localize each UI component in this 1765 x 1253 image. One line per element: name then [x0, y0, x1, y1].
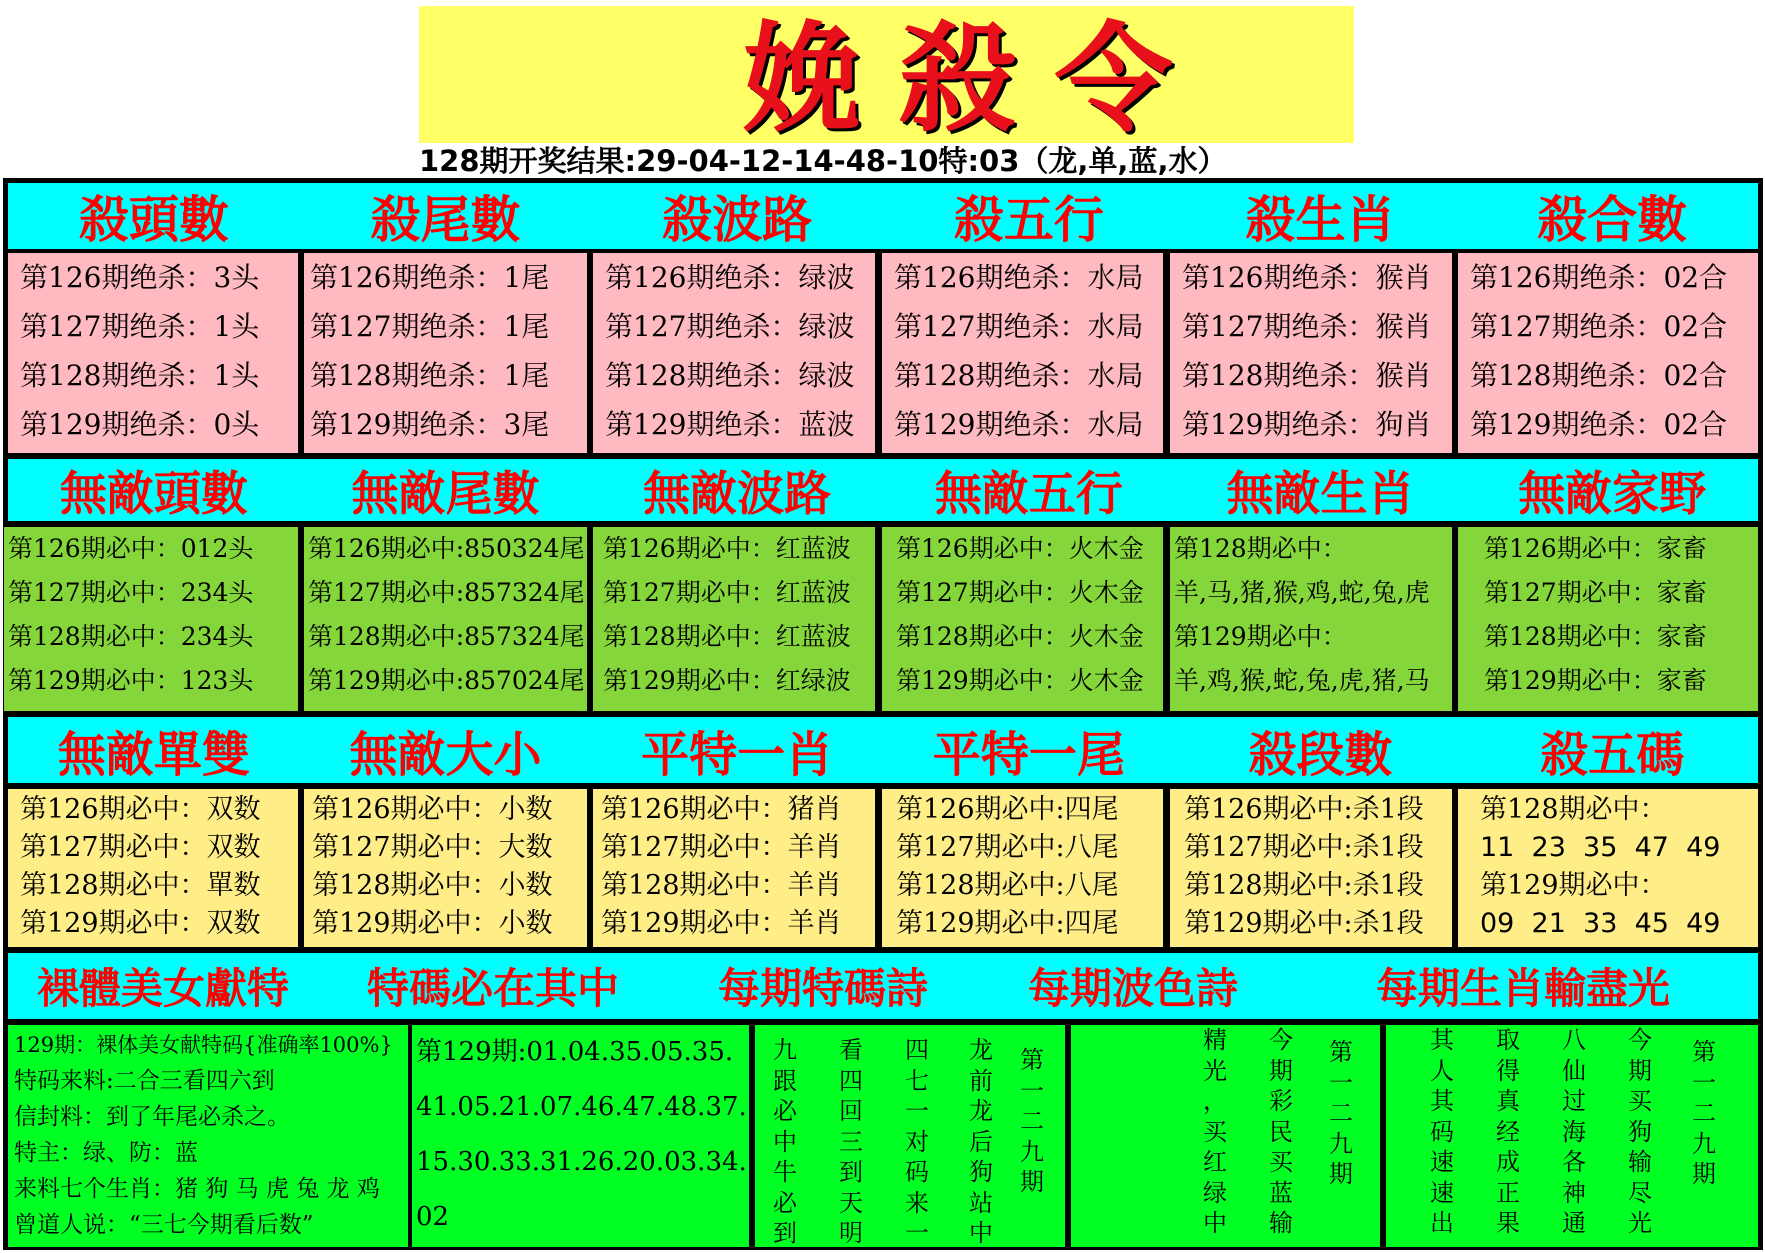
poem-char: 一 [905, 1219, 929, 1247]
poem-char: 九 [1020, 1137, 1044, 1166]
header-beauty: 裸體美女獻特 [36, 964, 289, 1013]
header-kill-element: 殺五行 [953, 191, 1104, 249]
header-sure-tail: 無敵尾數 [351, 466, 540, 522]
list-item: 第127期必中：羊肖 [601, 832, 842, 863]
poem-char: 期 [1692, 1160, 1716, 1188]
poem-char: 买 [1628, 1087, 1652, 1115]
list-item: 第127期必中：家畜 [1484, 578, 1707, 607]
poem-char: 二 [1692, 1099, 1716, 1127]
poem-char: 各 [1562, 1148, 1586, 1176]
poem-char: 天 [839, 1188, 863, 1217]
poem-char: 狗 [1628, 1117, 1652, 1146]
list-item: 第127期必中：234头 [8, 578, 254, 607]
poem-char: 通 [1562, 1209, 1586, 1237]
poem-char: 精 [1203, 1026, 1227, 1054]
poem-column [1628, 1025, 1652, 1247]
list-item: 第126期必中:850324尾 [308, 534, 585, 563]
list-item: 第128期绝杀：猴肖 [1182, 359, 1432, 392]
header-kill-five: 殺五碼 [1540, 726, 1685, 783]
poem-char: 到 [773, 1219, 797, 1247]
header-numbers: 特碼必在其中 [366, 964, 619, 1013]
sure-zodiac-cell [1170, 527, 1452, 711]
poem-char: 站 [969, 1188, 993, 1217]
list-item: 第128期必中：羊肖 [601, 870, 842, 901]
poem-column [1430, 1025, 1454, 1247]
poem-char: 一 [1692, 1068, 1716, 1097]
poem-char: 出 [1430, 1209, 1454, 1237]
list-item: 来料七个生肖：猪 狗 马 虎 兔 龙 鸡 [14, 1176, 380, 1202]
header-flat-tail: 平特一尾 [932, 726, 1125, 783]
list-item: 第126期必中:四尾 [896, 794, 1119, 825]
poem-char: 对 [905, 1127, 929, 1156]
list-item: 第127期必中:杀1段 [1184, 832, 1424, 863]
list-item: 第129期绝杀：3尾 [310, 408, 550, 441]
list-item: 11 23 35 47 49 [1480, 832, 1721, 863]
list-item: 第128期必中：火木金 [896, 622, 1144, 651]
poem-column [1203, 1025, 1227, 1247]
poem-char: 买 [1269, 1148, 1293, 1176]
list-item: 第129期必中： [1480, 870, 1667, 901]
poem-char: 七 [905, 1066, 929, 1095]
poem-zodiac-cell [1386, 1025, 1758, 1247]
list-item: 第126期必中：012头 [8, 534, 254, 563]
poem-char: 八 [1562, 1026, 1586, 1054]
list-item: 第127期绝杀：1尾 [310, 310, 550, 343]
header-poem-wave: 每期波色詩 [1027, 964, 1238, 1013]
header-kill-wave: 殺波路 [662, 191, 813, 249]
list-item: 第126期绝杀：3头 [20, 261, 260, 294]
poem-char: 红 [1203, 1148, 1227, 1176]
list-item: 第128期绝杀：1头 [20, 359, 260, 392]
list-item: 第127期必中:八尾 [896, 832, 1119, 863]
list-item: 羊,鸡,猴,蛇,兔,虎,猪,马 [1174, 666, 1430, 695]
list-item: 第129期必中：123头 [8, 666, 254, 695]
header-flat-zodiac: 平特一肖 [641, 726, 834, 783]
list-item: 第127期绝杀：绿波 [605, 310, 855, 343]
list-item: 15.30.33.31.26.20.03.34. [416, 1147, 747, 1177]
section3-header [8, 717, 1758, 783]
list-item: 第129期绝杀：蓝波 [605, 408, 855, 441]
list-item: 第126期绝杀：02合 [1470, 261, 1728, 294]
poem-char: 一 [1329, 1068, 1353, 1097]
header-kill-sum: 殺合數 [1537, 191, 1688, 249]
list-item: 第127期必中:857324尾 [308, 578, 585, 607]
list-item: 第126期必中：双数 [20, 794, 261, 825]
poem-char: 光 [1628, 1209, 1652, 1237]
list-item: 41.05.21.07.46.47.48.37. [416, 1092, 747, 1122]
big-small-cell [304, 789, 587, 947]
poem-char: 取 [1496, 1026, 1520, 1054]
poem-char: 中 [1203, 1209, 1227, 1237]
list-item: 第129期必中:杀1段 [1184, 908, 1424, 939]
list-item: 第128期必中:八尾 [896, 870, 1119, 901]
header-kill-tail: 殺尾數 [370, 191, 521, 249]
poem-char: 彩 [1269, 1087, 1293, 1115]
list-item: 曾道人说：“三七今期看后数” [14, 1212, 314, 1238]
list-item: 羊,马,猪,猴,鸡,蛇,兔,虎 [1174, 578, 1430, 607]
poem-char: 一 [905, 1097, 929, 1125]
poem-char: 第 [1329, 1038, 1353, 1066]
poem-char: 得 [1496, 1056, 1520, 1085]
list-item: 第128期必中:857324尾 [308, 622, 585, 651]
poem-char: 第 [1692, 1038, 1716, 1066]
poem-char: 其 [1430, 1026, 1454, 1054]
kill-zodiac-cell [1170, 253, 1452, 453]
poem-char: 成 [1496, 1148, 1520, 1176]
header-poem-code: 每期特碼詩 [717, 964, 928, 1013]
poem-char: 四 [905, 1036, 929, 1064]
list-item: 第129期绝杀：狗肖 [1182, 408, 1432, 441]
poem-char: 九 [1692, 1129, 1716, 1158]
list-item: 第126期绝杀：绿波 [605, 261, 855, 294]
poem-char: 绿 [1203, 1178, 1227, 1207]
list-item: 第129期必中：小数 [312, 908, 553, 939]
poem-char: 速 [1430, 1148, 1454, 1176]
logo-title: 娩殺令 [742, 9, 1211, 148]
list-item: 第128期必中：234头 [8, 622, 254, 651]
poem-char: 四 [839, 1066, 863, 1095]
poem-char: 光 [1203, 1056, 1227, 1085]
header-kill-head: 殺頭數 [78, 191, 229, 249]
poem-wave-cell [1071, 1025, 1380, 1247]
poem-code-cell [755, 1025, 1065, 1247]
poem-char: 一 [1020, 1076, 1044, 1105]
list-item: 信封料：到了年尾必杀之。 [14, 1104, 290, 1130]
kill-segment-cell [1170, 789, 1452, 947]
poem-char: 买 [1203, 1117, 1227, 1146]
kill-five-cell [1458, 789, 1758, 947]
poem-char: 果 [1496, 1209, 1520, 1237]
list-item: 第128期必中：單数 [20, 870, 261, 901]
poem-char: 码 [1430, 1117, 1454, 1146]
list-item: 第129期必中:四尾 [896, 908, 1119, 939]
list-item: 第129期:01.04.35.05.35. [416, 1037, 734, 1067]
list-item: 02 [416, 1202, 450, 1232]
poem-char: 龙 [969, 1097, 993, 1125]
header-sure-zodiac: 無敵生肖 [1226, 466, 1415, 522]
poem-char: 后 [969, 1127, 993, 1156]
sure-head-cell [4, 527, 298, 711]
poem-char: 人 [1430, 1056, 1454, 1085]
numbers-cell [412, 1025, 749, 1247]
poem-char: 到 [839, 1158, 863, 1186]
kill-element-cell [882, 253, 1163, 453]
poem-char: 期 [1628, 1056, 1652, 1085]
flat-tail-cell [882, 789, 1163, 947]
poem-char: 第 [1020, 1046, 1044, 1074]
beauty-cell [8, 1025, 408, 1247]
list-item: 第128期绝杀：水局 [894, 359, 1144, 392]
list-item: 第128期必中：家畜 [1484, 622, 1707, 651]
list-item: 第128期必中： [1480, 794, 1667, 825]
poem-char: 正 [1496, 1178, 1520, 1207]
list-item: 第129期必中：双数 [20, 908, 261, 939]
sure-tail-cell [304, 527, 587, 711]
poem-column [1269, 1025, 1293, 1247]
list-item: 第127期必中：火木金 [896, 578, 1144, 607]
sure-wave-cell [593, 527, 875, 711]
poem-char: 来 [905, 1188, 929, 1217]
poem-column [969, 1025, 993, 1247]
poem-char: 速 [1430, 1178, 1454, 1207]
list-item: 第126期必中：家畜 [1484, 534, 1707, 563]
kill-head-cell [8, 253, 298, 453]
header-sure-element: 無敵五行 [934, 466, 1123, 522]
poem-char: 真 [1496, 1087, 1520, 1115]
sure-domestic-cell [1458, 527, 1758, 711]
poem-char: 狗 [969, 1158, 993, 1186]
poem-char: 二 [1020, 1107, 1044, 1135]
poem-column [773, 1025, 797, 1247]
poem-char: 九 [1329, 1129, 1353, 1158]
poem-column [1020, 1035, 1044, 1247]
list-item: 第129期必中：火木金 [896, 666, 1144, 695]
list-item: 第128期必中：红蓝波 [603, 622, 851, 651]
poem-char: 牛 [773, 1158, 797, 1186]
poem-char: 今 [1628, 1026, 1652, 1054]
list-item: 第129期必中：家畜 [1484, 666, 1707, 695]
list-item: 第129期必中：羊肖 [601, 908, 842, 939]
header-kill-zodiac: 殺生肖 [1245, 191, 1396, 249]
poem-char: 码 [905, 1158, 929, 1186]
list-item: 第128期必中：小数 [312, 870, 553, 901]
header-sure-domestic: 無敵家野 [1518, 466, 1707, 522]
poem-char: 过 [1562, 1087, 1586, 1115]
list-item: 第127期绝杀：1头 [20, 310, 260, 343]
poem-char: 龙 [969, 1036, 993, 1064]
list-item: 第126期必中：小数 [312, 794, 553, 825]
list-item: 第127期必中：大数 [312, 832, 553, 863]
section1-header [8, 183, 1758, 249]
list-item: 第128期必中： [1174, 534, 1347, 563]
list-item: 第129期绝杀：0头 [20, 408, 260, 441]
poem-char: 中 [969, 1219, 993, 1247]
list-item: 第126期必中：火木金 [896, 534, 1144, 563]
list-item: 特码来料:二合三看四六到 [14, 1068, 275, 1094]
list-item: 第126期必中：猪肖 [601, 794, 842, 825]
list-item: 09 21 33 45 49 [1480, 908, 1721, 939]
poem-char: 九 [773, 1036, 797, 1064]
poem-char: 期 [1269, 1056, 1293, 1085]
list-item: 第128期绝杀：1尾 [310, 359, 550, 392]
list-item: 第126期绝杀：猴肖 [1182, 261, 1432, 294]
poem-column [1496, 1025, 1520, 1247]
list-item: 第126期必中：红蓝波 [603, 534, 851, 563]
poem-char: 期 [1020, 1168, 1044, 1196]
section2-header [8, 459, 1758, 521]
list-item: 第129期必中：红绿波 [603, 666, 851, 695]
section4-header [8, 953, 1758, 1019]
header-big-small: 無敵大小 [349, 726, 542, 783]
poem-char: 输 [1269, 1209, 1293, 1237]
poem-char: 回 [839, 1097, 863, 1125]
list-item: 第126期绝杀：水局 [894, 261, 1144, 294]
list-item: 第129期必中： [1174, 622, 1347, 651]
list-item: 第127期必中：红蓝波 [603, 578, 851, 607]
header-sure-wave: 無敵波路 [643, 466, 832, 522]
poem-char: 其 [1430, 1087, 1454, 1115]
list-item: 第128期必中:杀1段 [1184, 870, 1424, 901]
poem-char: 尽 [1628, 1178, 1652, 1207]
poem-column [1329, 1025, 1353, 1247]
kill-sum-cell [1458, 253, 1758, 453]
kill-tail-cell [304, 253, 587, 453]
poem-char: 必 [773, 1097, 797, 1125]
list-item: 第127期必中：双数 [20, 832, 261, 863]
header-odd-even: 無敵單雙 [57, 726, 250, 783]
header-kill-segment: 殺段數 [1248, 726, 1393, 783]
list-item: 第128期绝杀：绿波 [605, 359, 855, 392]
list-item: 第129期必中:857024尾 [308, 666, 585, 695]
kill-wave-cell [593, 253, 875, 453]
sure-element-cell [882, 527, 1163, 711]
poem-char: 必 [773, 1188, 797, 1217]
poem-char: 民 [1269, 1117, 1293, 1146]
poem-char: 跟 [773, 1066, 797, 1095]
poem-column [905, 1025, 929, 1247]
flat-zodiac-cell [593, 789, 875, 947]
poem-char: 看 [839, 1036, 863, 1064]
poem-char: 二 [1329, 1099, 1353, 1127]
list-item: 第126期绝杀：1尾 [310, 261, 550, 294]
poem-column [839, 1025, 863, 1247]
list-item: 第129期绝杀：水局 [894, 408, 1144, 441]
header-sure-head: 無敵頭數 [59, 466, 248, 522]
poem-char: 神 [1562, 1178, 1586, 1207]
poem-char: 海 [1562, 1117, 1586, 1146]
odd-even-cell [8, 789, 298, 947]
poem-char: ， [1203, 1087, 1227, 1115]
list-item: 第126期必中:杀1段 [1184, 794, 1424, 825]
list-item: 第127期绝杀：猴肖 [1182, 310, 1432, 343]
poem-char: 输 [1628, 1148, 1652, 1176]
poem-char: 经 [1496, 1117, 1520, 1146]
draw-result: 128期开奖结果:29-04-12-14-48-10特:03（龙,单,蓝,水） [419, 144, 1227, 178]
header-poem-zodiac: 每期生肖輸盡光 [1375, 964, 1670, 1013]
list-item: 第128期绝杀：02合 [1470, 359, 1728, 392]
list-item: 第129期绝杀：02合 [1470, 408, 1728, 441]
poem-char: 中 [773, 1127, 797, 1156]
list-item: 129期：裸体美女献特码{准确率100%} [14, 1033, 393, 1057]
list-item: 第127期绝杀：水局 [894, 310, 1144, 343]
list-item: 第127期绝杀：02合 [1470, 310, 1728, 343]
list-item: 特主：绿、防：蓝 [14, 1140, 198, 1166]
poem-char: 期 [1329, 1160, 1353, 1188]
poem-column [1692, 1025, 1716, 1247]
poem-char: 蓝 [1269, 1178, 1293, 1207]
poem-column [1562, 1025, 1586, 1247]
poem-char: 前 [969, 1066, 993, 1095]
poem-char: 明 [839, 1219, 863, 1247]
poem-char: 三 [839, 1127, 863, 1156]
poem-char: 今 [1269, 1026, 1293, 1054]
poem-char: 仙 [1562, 1056, 1586, 1085]
